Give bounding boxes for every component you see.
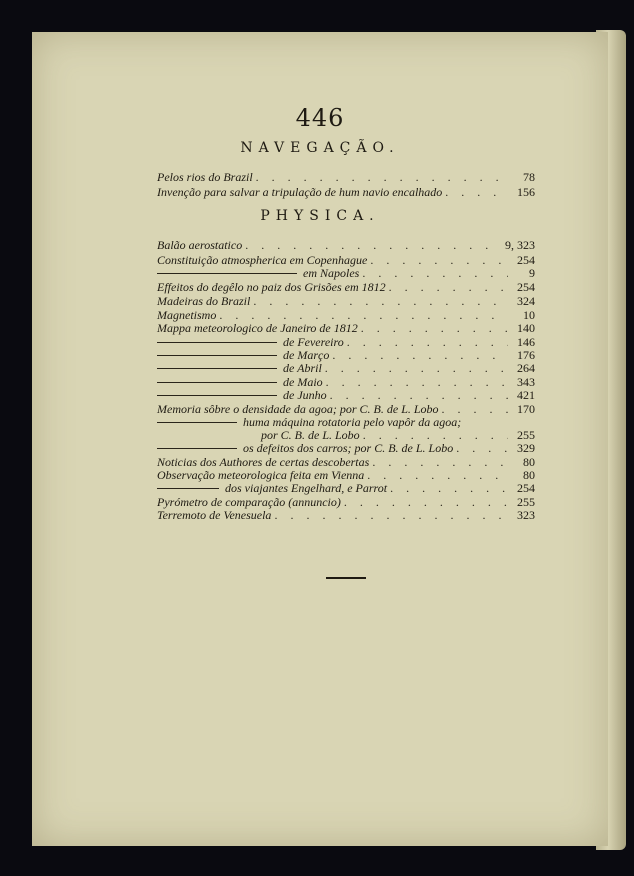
index-entry: de Fevereiro . . . 146 xyxy=(157,335,535,351)
index-entry: Madeiras do Brazil . . . 324 xyxy=(157,294,535,310)
index-entry: Magnetismo . . . 10 xyxy=(157,308,535,324)
index-entry: Pelos rios do Brazil . . . 78 xyxy=(157,170,535,186)
ditto-dash xyxy=(157,368,277,369)
index-entry: de Abril . . . 264 xyxy=(157,361,535,377)
section-title-navegacao: NAVEGAÇÃO. xyxy=(240,140,400,156)
ditto-dash xyxy=(157,273,297,274)
index-entry: dos viajantes Engelhard, e Parrot . . . 254 xyxy=(157,481,535,497)
end-rule xyxy=(326,577,366,579)
index-entry: Observação meteorologica feita em Vienna . . . 80 xyxy=(157,468,535,484)
index-entry: por C. B. de L. Lobo . . . 255 xyxy=(157,428,535,444)
index-entry: huma máquina rotatoria pelo vapôr da agoa; xyxy=(157,415,535,431)
ditto-dash xyxy=(157,355,277,356)
index-entry: em Napoles . . . 9 xyxy=(157,266,535,282)
index-entry: Terremoto de Venesuela . . . 323 xyxy=(157,508,535,524)
index-entry: Invenção para salvar a tripulação de hum navio encalhado . . . 156 xyxy=(157,185,535,201)
ditto-dash xyxy=(157,395,277,396)
index-entry: Noticias dos Authores de certas descobertas . . . 80 xyxy=(157,455,535,471)
index-entry: de Março . . . 176 xyxy=(157,348,535,364)
ditto-dash xyxy=(157,448,237,449)
ditto-dash xyxy=(157,488,219,489)
page-number: 446 xyxy=(295,104,345,132)
ditto-dash xyxy=(157,422,237,423)
index-entry: Mappa meteorologico de Janeiro de 1812 . . . 140 xyxy=(157,321,535,337)
ditto-dash xyxy=(157,382,277,383)
index-entry: de Maio . . . 343 xyxy=(157,375,535,391)
index-entry: Pyrómetro de comparação (annuncio) . . . 255 xyxy=(157,495,535,511)
index-entry: Constituição atmospherica em Copenhague . . . 254 xyxy=(157,253,535,269)
document-page xyxy=(32,32,608,846)
index-entry: os defeitos dos carros; por C. B. de L. Lobo . . . 329 xyxy=(157,441,535,457)
section-title-physica: PHYSICA. xyxy=(260,208,380,224)
index-entry: Balão aerostatico . . . 9, 323 xyxy=(157,238,535,254)
index-entry: de Junho . . . 421 xyxy=(157,388,535,404)
index-entry: Effeitos do degêlo no paiz dos Grisões em 1812 . . . 254 xyxy=(157,280,535,296)
index-entry: Memoria sôbre o densidade da agoa; por C. B. de L. Lobo . . . 170 xyxy=(157,402,535,418)
ditto-dash xyxy=(157,342,277,343)
